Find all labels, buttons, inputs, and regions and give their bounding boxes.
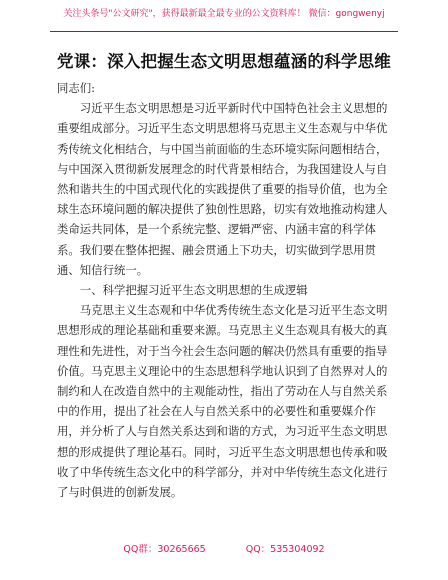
header-banner: 关注头条号"公文研究"，获得最新最全最专业的公文资料库！ 微信：gongwenyj [63,9,385,19]
section-paragraph: 马克思主义生态观和中华优秀传统生态文化是习近平生态文明思想形成的理论基础和重要来源。马克思主义生态观具有极大的真理性和先进性，对于当今社会生态问题的解决仍然具有重要的指导价值。马克思主义理论中的生态思想科学地认识到了自然界对人的制约和人在改造自然中的主观能动性，指出了劳动在人与自然关系中的作用，提出了社会在人与自然关系中的必要性和重要媒介作用，并分析了人与自然关系达到和谐的方式，为习近平生态文明思想的形成提供了理论基石。同时，习近平生态文明思想也传承和吸收了中华传统生态文化中的科学部分，并对中华传统生态文化进行了与时俱进的创新发展。 [57,303,388,500]
document-title: 党课：深入把握生态文明思想蕴涵的科学思维 [57,52,391,71]
greeting: 同志们: [57,81,96,95]
document-body [57,78,393,502]
footer-qq-group: QQ群：30265665 [123,544,206,555]
intro-paragraph: 习近平生态文明思想是习近平新时代中国特色社会主义思想的重要组成部分。习近平生态文明思想将马克思主义生态观与中华优秀传统文化相结合，与中国当前面临的生态环境实际问题相结合，与中国深入贯彻新发展理念的时代背景相结合，为我国建设人与自然和谐共生的中国式现代化的实践提供了重要的指导价值，也为全球生态环境问题的解决提供了独创性思路，切实有效地推动构建人类命运共同体，是一个系统完整、逻辑严密、内涵丰富的科学体系。我们要在整体把握、融会贯通上下功夫，切实做到学思用贯通、知信行统一。 [57,101,388,277]
footer [0,541,448,555]
header-divider [50,31,398,32]
footer-qq: QQ：535304092 [245,544,325,555]
section-heading: 一、科学把握习近平生态文明思想的生成逻辑 [79,283,308,298]
